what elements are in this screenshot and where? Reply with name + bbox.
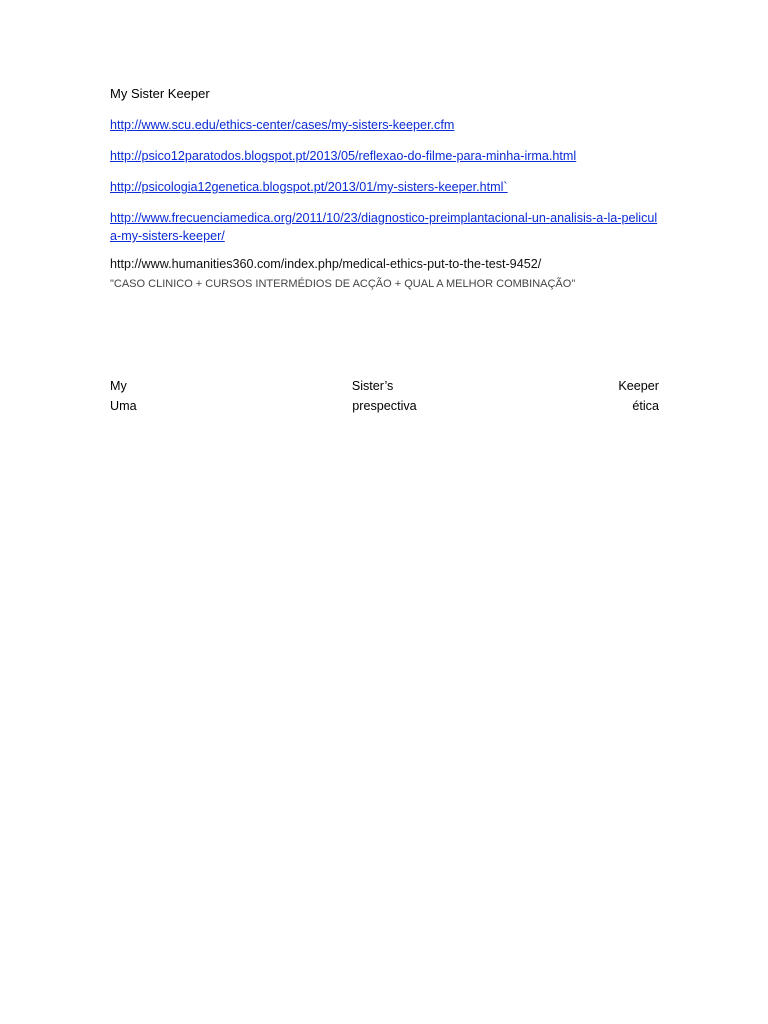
- word-sisters: Sister’s: [351, 379, 394, 393]
- link-frecuenciamedica[interactable]: http://www.frecuenciamedica.org/2011/10/23/diagnostico-preimplantacional-un-analisis-a-la-pelicula-my-sisters-keeper/: [110, 211, 658, 243]
- link-scu[interactable]: http://www.scu.edu/ethics-center/cases/my-sisters-keeper.cfm: [110, 118, 455, 132]
- document-body: [110, 85, 660, 292]
- word-keeper: Keeper: [618, 379, 659, 393]
- word-etica: ética: [632, 399, 659, 413]
- plain-url-humanities360: http://www.humanities360.com/index.php/medical-ethics-put-to-the-test-9452/: [110, 257, 542, 271]
- case-note: "CASO CLINICO + CURSOS INTERMÉDIOS DE ACÇÃO + QUAL A MELHOR COMBINAÇÃO": [110, 278, 576, 290]
- word-my: My: [110, 379, 127, 393]
- document-title: My Sister Keeper: [110, 86, 210, 101]
- word-uma: Uma: [110, 399, 137, 413]
- justified-line-2: [110, 397, 659, 415]
- word-prespectiva: prespectiva: [352, 399, 417, 413]
- link-psicologia12genetica[interactable]: http://psicologia12genetica.blogspot.pt/2013/01/my-sisters-keeper.html`: [110, 180, 508, 194]
- link-psico12paratodos[interactable]: http://psico12paratodos.blogspot.pt/2013/05/reflexao-do-filme-para-minha-irma.html: [110, 149, 577, 163]
- justified-line-1: [110, 377, 659, 395]
